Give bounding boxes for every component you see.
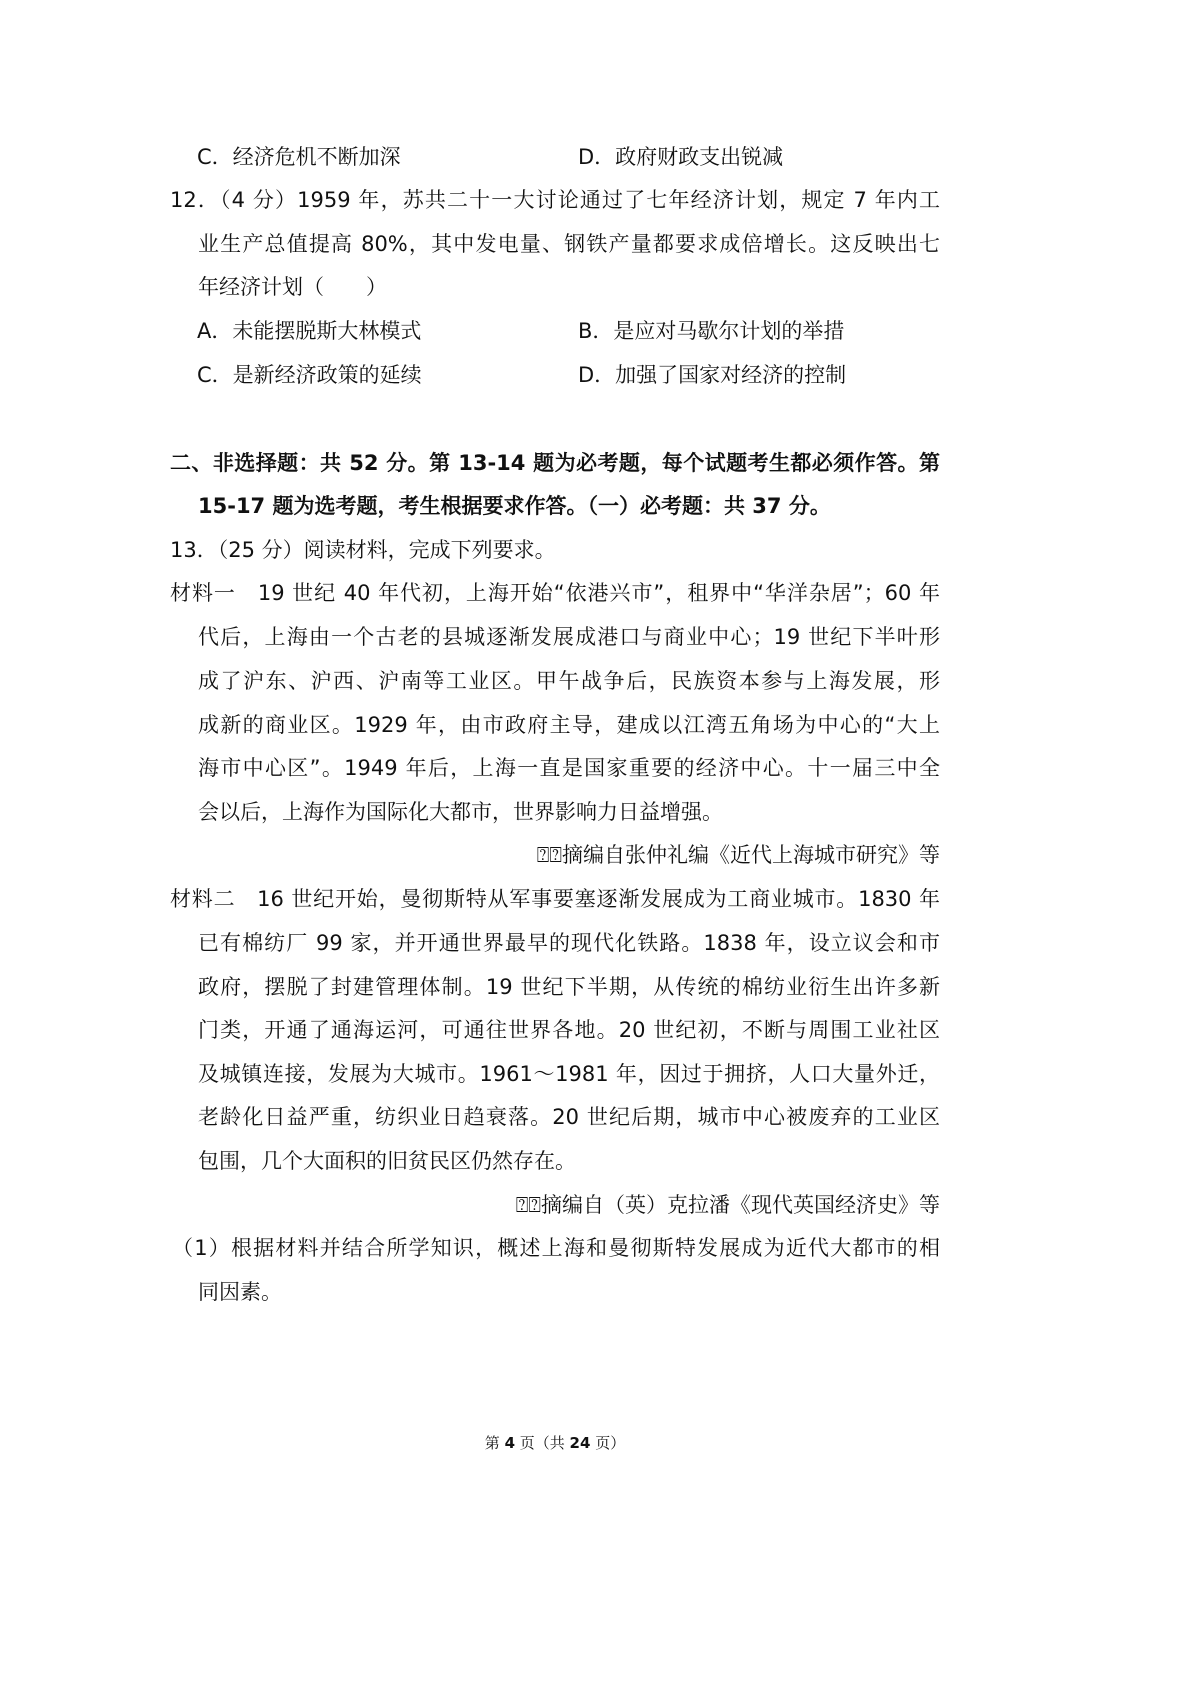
material-line: 老龄化日益严重，纺织业日趋衰落。20 世纪后期，城市中心被废弃的工业区 bbox=[198, 1105, 940, 1129]
page-footer bbox=[0, 1432, 1110, 1453]
material-line: 门类，开通了通海运河，可通往世界各地。20 世纪初，不断与周围工业社区 bbox=[198, 1018, 940, 1042]
material-line: 会以后，上海作为国际化大都市，世界影响力日益增强。 bbox=[198, 800, 723, 824]
page-total: 24 bbox=[569, 1434, 591, 1452]
question-stem-line: 12．（4 分）1959 年，苏共二十一大讨论通过了七年经济计划，规定 7 年内工 bbox=[170, 188, 940, 212]
material-line: 政府，摆脱了封建管理体制。19 世纪下半期，从传统的棉纺业衍生出许多新 bbox=[198, 975, 940, 999]
question-stem-line: 年经济计划（ ） bbox=[198, 275, 387, 299]
material-line: 成新的商业区。1929 年，由市政府主导，建成以江湾五角场为中心的“大上 bbox=[198, 713, 940, 737]
sub-question-line: 同因素。 bbox=[198, 1280, 282, 1304]
option-c: C．经济危机不断加深 bbox=[197, 145, 401, 169]
option-a: A．未能摆脱斯大林模式 bbox=[197, 319, 422, 343]
question-stem-line: 业生产总值提高 80%，其中发电量、钢铁产量都要求成倍增长。这反映出七 bbox=[198, 232, 940, 256]
sub-question-line: （1）根据材料并结合所学知识，概述上海和曼彻斯特发展成为近代大都市的相 bbox=[172, 1236, 940, 1260]
material-line: 及城镇连接，发展为大城市。1961～1981 年，因过于拥挤，人口大量外迁， bbox=[198, 1062, 940, 1086]
question-header: 13．（25 分）阅读材料，完成下列要求。 bbox=[170, 538, 556, 562]
option-c: C．是新经济政策的延续 bbox=[197, 363, 422, 387]
footer-mid: 页（共 bbox=[515, 1434, 570, 1452]
material-source: ⍰⍰摘编自张仲礼编《近代上海城市研究》等 bbox=[536, 843, 940, 867]
footer-suffix: 页） bbox=[590, 1434, 626, 1452]
option-d: D．政府财政支出锐减 bbox=[578, 145, 784, 169]
material-line: 材料二 16 世纪开始，曼彻斯特从军事要塞逐渐发展成为工商业城市。1830 年 bbox=[170, 887, 940, 911]
material-line: 成了沪东、沪西、沪南等工业区。甲午战争后，民族资本参与上海发展，形 bbox=[198, 669, 940, 693]
material-line: 已有棉纺厂 99 家，并开通世界最早的现代化铁路。1838 年，设立议会和市 bbox=[198, 931, 940, 955]
material-source: ⍰⍰摘编自（英）克拉潘《现代英国经济史》等 bbox=[515, 1193, 940, 1217]
footer-prefix: 第 bbox=[484, 1434, 505, 1452]
option-d: D．加强了国家对经济的控制 bbox=[578, 363, 847, 387]
material-line: 海市中心区”。1949 年后，上海一直是国家重要的经济中心。十一届三中全 bbox=[198, 756, 940, 780]
section-heading-line: 二、非选择题：共 52 分。第 13-14 题为必考题，每个试题考生都必须作答。第 bbox=[170, 451, 940, 475]
option-b: B．是应对马歇尔计划的举措 bbox=[578, 319, 845, 343]
section-heading-line: 15-17 题为选考题，考生根据要求作答。（一）必考题：共 37 分。 bbox=[198, 494, 831, 518]
material-line: 包围，几个大面积的旧贫民区仍然存在。 bbox=[198, 1149, 576, 1173]
page-number: 4 bbox=[504, 1434, 515, 1452]
material-line: 材料一 19 世纪 40 年代初，上海开始“依港兴市”，租界中“华洋杂居”；60 年 bbox=[170, 581, 940, 605]
material-line: 代后，上海由一个古老的县城逐渐发展成港口与商业中心；19 世纪下半叶形 bbox=[198, 625, 940, 649]
